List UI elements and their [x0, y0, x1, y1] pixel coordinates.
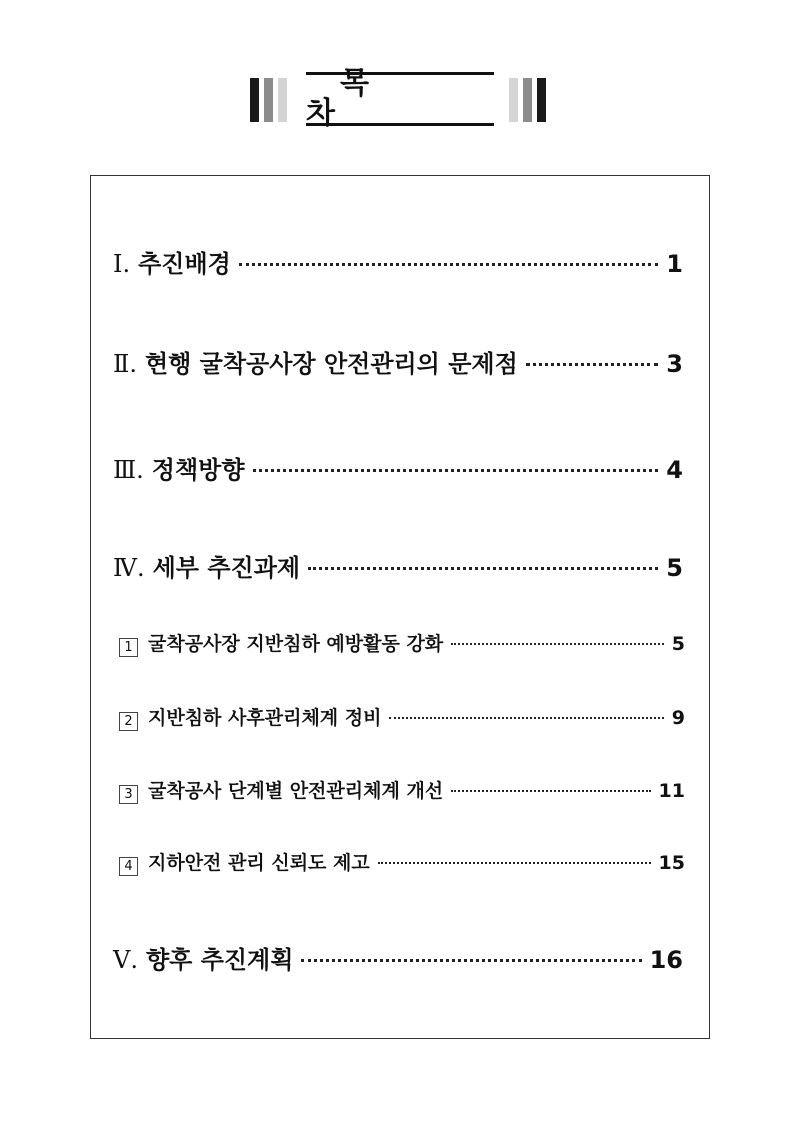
decor-bar — [523, 78, 532, 122]
decor-bar — [250, 78, 259, 122]
decor-bar — [278, 78, 287, 122]
toc-label: 추진배경 — [138, 250, 231, 278]
toc-entry-2[interactable] — [91, 344, 711, 378]
dot-leader — [253, 469, 659, 472]
boxed-number: 1 — [119, 638, 138, 657]
dot-leader — [451, 790, 650, 792]
dot-leader — [308, 567, 658, 570]
dot-leader — [451, 643, 664, 645]
toc-label: 현행 굴착공사장 안전관리의 문제점 — [144, 350, 518, 378]
toc-page-number: 15 — [658, 852, 685, 874]
page-title: 목 차 — [306, 72, 494, 126]
toc-numeral: Ⅳ. — [113, 554, 145, 582]
toc-numeral: Ⅲ. — [113, 456, 144, 484]
toc-numeral: Ⅰ. — [113, 250, 131, 278]
boxed-number: 2 — [119, 712, 138, 731]
toc-entry-1[interactable] — [91, 244, 711, 278]
toc-label: 굴착공사장 지반침하 예방활동 강화 — [148, 633, 444, 655]
decor-bar — [264, 78, 273, 122]
toc-page-number: 5 — [666, 554, 683, 582]
toc-subentry-1[interactable] — [91, 629, 711, 657]
decor-bar — [537, 78, 546, 122]
toc-page-number: 3 — [666, 350, 683, 378]
title-decoration-right — [509, 78, 546, 122]
toc-page-number: 4 — [666, 456, 683, 484]
toc-entry-5[interactable] — [91, 940, 711, 974]
toc-label: 지하안전 관리 신뢰도 제고 — [148, 852, 370, 874]
toc-page-number: 11 — [658, 780, 685, 802]
toc-title-block — [0, 66, 800, 131]
toc-subentry-2[interactable] — [91, 703, 711, 731]
toc-page-number: 5 — [671, 633, 685, 655]
toc-label: 굴착공사 단계별 안전관리체계 개선 — [148, 780, 444, 802]
dot-leader — [301, 959, 641, 962]
dot-leader — [378, 862, 651, 864]
dot-leader — [239, 263, 658, 266]
toc-subentry-3[interactable] — [91, 776, 711, 804]
title-decoration-left — [250, 78, 287, 122]
toc-entry-4[interactable] — [91, 548, 711, 582]
boxed-number: 3 — [119, 785, 138, 804]
toc-page-number: 9 — [671, 707, 685, 729]
toc-numeral: Ⅴ. — [113, 946, 138, 974]
dot-leader — [389, 717, 663, 719]
toc-entry-3[interactable] — [91, 450, 711, 484]
toc-box — [90, 175, 710, 1039]
toc-label: 정책방향 — [151, 456, 245, 484]
toc-subentry-4[interactable] — [91, 848, 711, 876]
toc-label: 향후 추진계획 — [145, 946, 294, 974]
boxed-number: 4 — [119, 857, 138, 876]
toc-page-number: 1 — [666, 250, 683, 278]
dot-leader — [526, 363, 659, 366]
toc-numeral: Ⅱ. — [113, 350, 137, 378]
toc-label: 지반침하 사후관리체계 정비 — [148, 707, 382, 729]
decor-bar — [509, 78, 518, 122]
toc-page-number: 16 — [649, 946, 683, 974]
toc-label: 세부 추진과제 — [152, 554, 301, 582]
